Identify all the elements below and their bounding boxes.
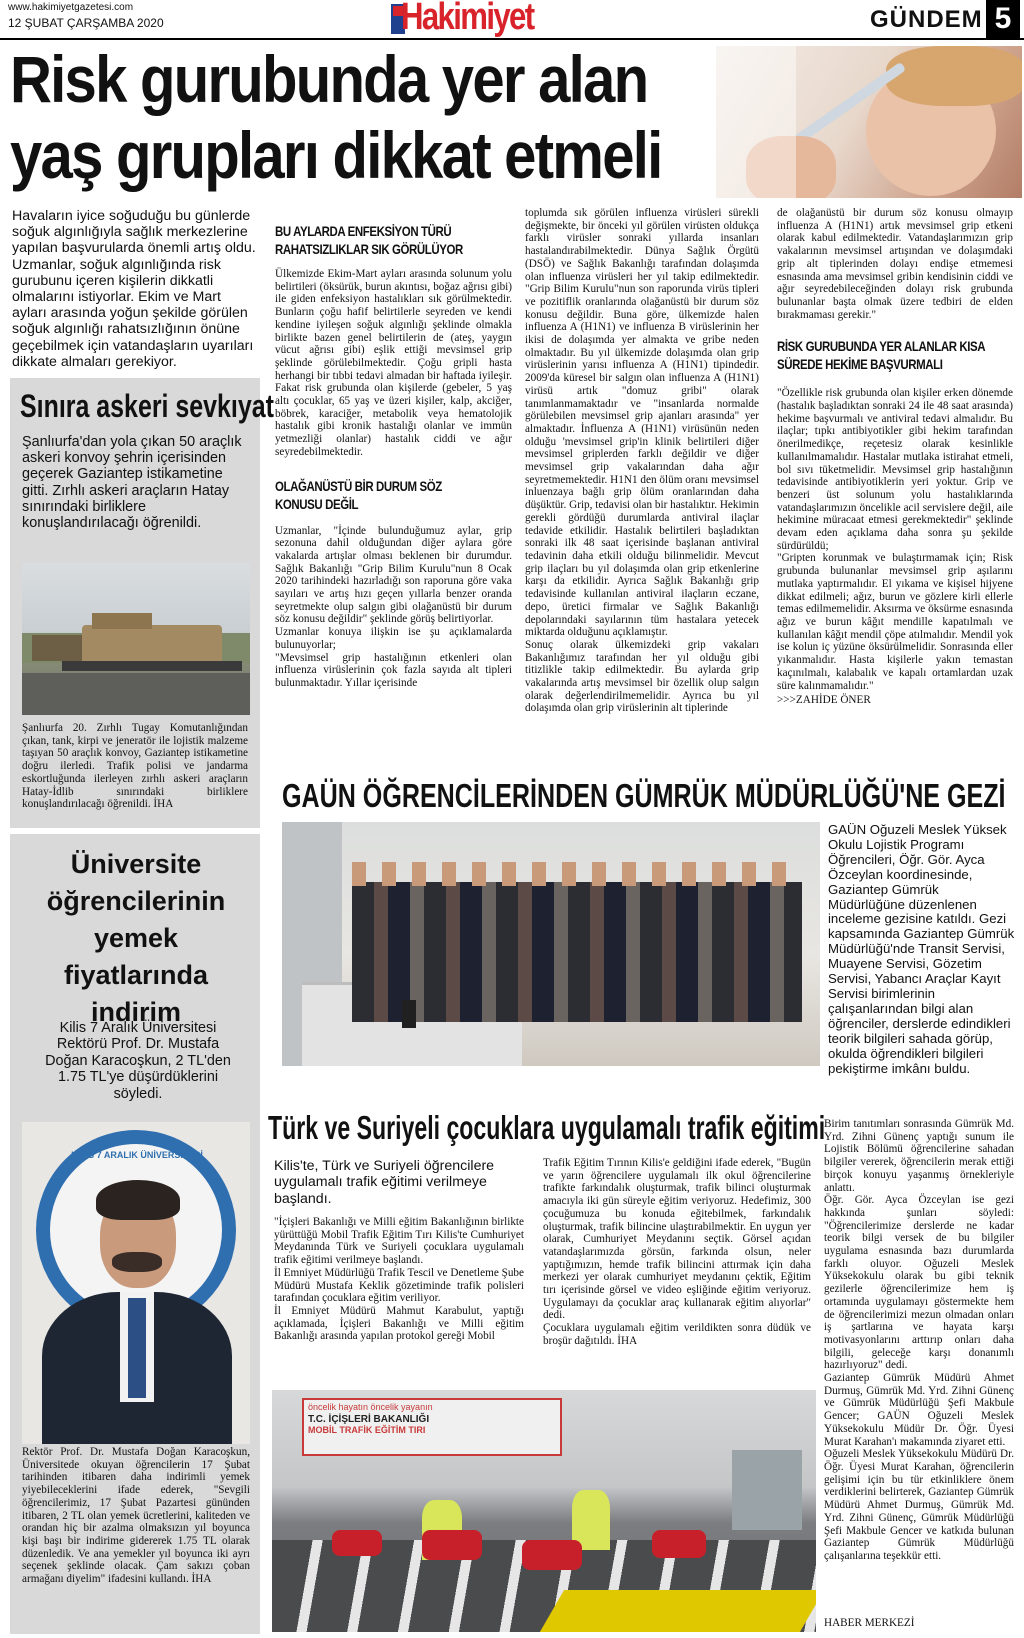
gaun-body: Birim tanıtımları sonrasında Gümrük Md. Yrd. Zihni Günenç yaptığı sunum ile Lojistik Bölümü öğrencilerine sahadan bilgiler vererek, öğrencilerin merak ettiği birçok konuyu yaşanmış örnekleriyle anlattı. Öğr. Gör. Ayca Özceylan ise gezi hakkında şunları söyledi: "Öğrencilerimize derslerde ne kadar teorik bilgi versek de bu bilgiler uygulama esnasında bazı durumlarda farklı oluyor. Oğuzeli Meslek Yüksekokulu olarak bu gibi teknik gezilerle öğrencilerimize hem iş ortamında uygulamayı göstermekte hem de öğrencilerimizi mezun olmadan onları iş şartlarına ve hayata karşı motivasyonlarını arttırıp onları daha bilgili, geleceğe karşı donanımlı hazırlıyoruz" dedi. Gaziantep Gümrük Müdürü Ahmet Durmuş, Gümrük Md. Yrd. Zihni Günenç ve Gümrük Müdürlüğü Şefi Makbule Gencer; GAÜN Oğuzeli Meslek Yüksekokulu Müdür Dr. Öğr. Üyesi Murat Karahan'ı makamında ziyaret etti. Oğuzeli Meslek Yüksekokulu Müdürü Dr. Öğr. Üyesi Murat Karahan, öğrencilerin gelişimi için bu tür etkinliklere önem verdiklerini belirterek, Gaziantep Gümrük Müdürü Ahmet Durmuş, Gümrük Md. Yrd. Zihni Günenç, Gümrük Müdürlüğü Şefi Makbule Gencer ve katkıda bulunan Gaziantep Gümrük Müdürlüğü çalışanlarına teşekkür etti. — [824, 1118, 1014, 1562]
gaun-headline: GAÜN ÖĞRENCİLERİNDEN GÜMRÜK MÜDÜRLÜĞÜ'NE GEZİ — [282, 777, 1006, 814]
main-headline-line1: Risk gurubunda yer alan — [10, 42, 648, 116]
col1-body: Ülkemizde Ekim-Mart ayları arasında solunum yolu belirtileri (öksürük, burun akıntısı, boğaz ağrısı gibi) ile giden enfeksiyon hastalıkları sık görülmektedir. Bunların çoğu hafif belirtilerle seyreden ve kendi kendine iyileşen soğuk algınlığı şeklinde olmakla birlikte bazen genel belirtilerin de (ateş, yaygın vücut ağrısı gibi) eşlik ettiği mevsimsel grip şeklinde görülebilmektedir. Çoğu gripli hasta herhangi bir tıbbi tedavi almadan bir haftada iyileşir. Fakat risk grubunda olan kişilerde (gebeler, 5 yaş altı çocuklar, 65 yaş ve üzeri kişiler, kalp, akciğer, böbrek, karaciğer, metabolik veya hematolojik hastalık gibi kronik hastalığı olanlar ve immün yetmezliği olanlar) hastalık ciddi ve ağır seyredebilmektedir. — [275, 268, 512, 458]
military-lead: Şanlıurfa'dan yola çıkan 50 araçlık askeri konvoy şehrin içerisinden geçerek Gaziantep istikametine gitti. Zırhlı askeri araçların Hatay sınırındaki birliklere konuşlandırılacağı öğrenildi. — [22, 434, 242, 532]
gaun-group-photo — [282, 822, 820, 1066]
issue-date: 12 ŞUBAT ÇARŞAMBA 2020 — [8, 16, 164, 30]
truck-slogan: öncelik hayatın öncelik yayanın — [308, 1402, 433, 1412]
university-body: Rektör Prof. Dr. Mustafa Doğan Karacoşkun, Üniversitede okuyan öğrencilerin 17 Şubat tarihinden itibaren daha indirimli yemek yiyebileceklerini ifade ederek, "Sevgili öğrencilerimiz, 17 Şubat Pazartesi gününden itibaren, 2 TL olan yemek ücretlerini, kaliteden ve orandan hiç bir azalma olmaksızın yıl boyunca kişi başı bir indirime gidererek 1.75 TL olarak düzenledik. Ve ana yemekler yıl boyunca iki ayrı seçenek şeklinde olacak. Çam sakızı çoban armağanı diyelim" ifadesini kullandı. İHA — [22, 1446, 250, 1586]
main-headline-line2: yaş grupları dikkat etmeli — [10, 118, 662, 192]
main-story-col3 — [777, 207, 1013, 707]
subheading-no-emergency: OLAĞANÜSTÜ BİR DURUM SÖZ KONUSU DEĞİL — [275, 477, 442, 512]
truck-title: MOBİL TRAFİK EĞİTİM TIRI — [308, 1425, 426, 1435]
truck-ministry: T.C. İÇİŞLERİ BAKANLIĞI — [308, 1414, 430, 1425]
traffic-education-photo — [272, 1390, 816, 1632]
section-label: GÜNDEM — [870, 6, 983, 33]
site-url: www.hakimiyetgazetesi.com — [8, 2, 134, 13]
military-convoy-photo — [22, 563, 250, 715]
rector-photo — [22, 1122, 250, 1444]
university-headline: Üniversite öğrencilerinin yemek fiyatlarında indirim — [46, 849, 226, 1027]
main-story-col2: toplumda sık görülen influenza virüsleri sürekli değişmekte, bir önceki yıl görülen virüsten oldukça farklı virüsler sonraki yıllarda insanları hastalandırabilmektedir. Dünya Sağlık Örgütü (DSÖ) ve Sağlık Bakanlığı tarafından dolaşımda olan influenza virüsleri her yıl takip edilmektedir. "Grip Bilim Kurulu"nun son raporunda virüs tipleri ve pozitiflik oranlarında olağanüstü bir durum söz konusu değildir. Buna göre, ülkemizde halen influenza A (H1N1) ve influenza B virüslerinin her ikisi de dolaşımda yer almakta ve gribe neden olmaktadır. Bu yıl ülkemizde dolaşımda olan grip virüslerinin yarısı influenza A (H1N1) tipindedir. 2009'da küresel bir salgın olan influenza A (H1N1) virüsü artık "domuz gribi" olarak tanımlanmamaktadır ve "insanlarda normalde görülebilen mevsimsel grip ajanları arasında" yer almaktadır. İnfluenza A (H1N1) virüsünün neden olduğu 'mevsimsel grip'in klinik belirtileri diğer mevsimsel griplerden farklı değildir ve diğer mevsimsel grip vakalarından daha ağır seyretmemektedir. H1N1 den ölüm oranı mevsimsel inluenzaya bağlı grip ölüm oranlarından daha düşüktür. Grip, tedavisi olan bir hastalıktır. Hekimin gerekli gördüğü durumlarda antiviral ilaçlar tedavide etkilidir. Hastalık belirtileri başladıktan sonraki ilk 48 saat içerisinde başlanan antiviral tedavinin daha etkili olduğu bilinmelidir. Mevcut grip ilaçları bu yıl dolaşımda olan grip etkenlerine karşı da etkilidir. Ayrıca Sağlık Bakanlığı grip tedavisinde kullanılan antiviral ilaçların eczane, depo, üretici firmalar ve Sağlık Bakanlığı depolarındaki sayılarının tüm hastalara yetecek miktarda olduğunu açıklamıştır. Sonuç olarak ülkemizdeki grip vakaları Bakanlığımız tarafından her yıl olduğu gibi titizlikle takip edilmektedir. Bu aylarda grip vakalarında artış mevsimsel bir özellik olup salgın olarak değerlendirilmemelidir. Ayrıca bu yıl dolaşımda olan grip virüslerinin alt tiplerinde — [525, 207, 759, 715]
university-lead: Kilis 7 Aralık Üniversitesi Rektörü Prof. Dr. Mustafa Doğan Karacoşkun, 2 TL'den 1.75 TL'ye düşürdüklerini söyledi. — [45, 1020, 231, 1102]
traffic-col1: "İçişleri Bakanlığı ve Milli eğitim Bakanlığının birlikte yürüttüğü Mobil Trafik Eğitim Tırı Kilis'te Cumhuriyet Meydanında Türk ve Suriyeli çocuklara uygulamalı trafik eğitimi verilmeye başlandı. İl Emniyet Müdürlüğü Trafik Tescil ve Denetleme Şube Müdürü Mustafa Keklik gözetiminde trafik polisleri tarafından çocuklara eğitim veriliyor. İl Emniyet Müdürü Mahmut Karabulut, yaptığı açıklamada, İçişleri Bakanlığı ve Milli eğitim Bakanlığı arasında yapılan protokol gereği Mobil — [274, 1216, 524, 1343]
main-story-col1 — [275, 222, 512, 690]
subheading-infection: BU AYLARDA ENFEKSİYON TÜRÜ RAHATSIZLIKLAR SIK GÖRÜLÜYOR — [275, 223, 463, 257]
logo: Hakimiyet — [391, 0, 579, 38]
military-headline: Sınıra askeri sevkıyat — [20, 388, 274, 424]
col1-body2: Uzmanlar, "İçinde bulunduğumuz aylar, grip sezonuna dahil olduğundan diğer aylara göre vakalarda artışlar olması beklenen bir durumdur. Sağlık Bakanlığı "Grip Bilim Kurulu"nun 8 Ocak 2020 tarihindeki hazırladığı son raporuna göre vaka sayıları ve artış hızı geçen yıllarla benzer oranda seyretmekte olup salgın gibi olağanüstü bir durum söz konusu değildir" şeklinde görüş belirtiyorlar. Uzmanlar konuya ilişkin ise şu açıklamalarda bulunuyorlar; "Mevsimsel grip hastalığının etkenleri olan influenza virüslerinin çok fazla sayıda alt tipleri bulunmaktadır. Yıllar içerisinde — [275, 524, 512, 689]
military-body: Şanlıurfa 20. Zırhlı Tugay Komutanlığından çıkan, tank, kirpi ve jeneratör ile lojistik malzeme taşıyan 50 araçlık konvoy, Gaziantep istikametine doğru ilerledi. Trafik polisi ve jandarma eskortluğunda ilerleyen zırhlı askeri araçların Hatay-İdlib sınırındaki birliklere konuşlandırılacağı öğrenildi. İHA — [22, 722, 248, 811]
main-story-byline: >>>ZAHİDE ÖNER — [777, 694, 871, 707]
header-rule — [0, 38, 1024, 40]
col3-body2: "Özellikle risk grubunda olan kişiler erken dönemde (hastalık başladıktan sonraki 24 ile 48 saat arasında) hekime başvurmalı ve antiviral tedavi almalıdır. Bu ilaçlar; tıpkı antibiyotikler gibi hekim tarafından önerilmedikçe, reçetesiz olarak kesinlikle kullanılmamalıdır. Hastalar mutlaka istirahat etmeli, bol sıvı tüketmelidir. Mevsimsel grip hastalığının tedavisinde antibiyotiklerin yeri yoktur. Grip ve benzeri üst solunum yolu hastalıklarında vatandaşlarımızın öncelikle acil servislere değil, aile hekimine müracaat etmesi gerekmektedir" şeklinde devam eden açıklama daha sonra şu şekilde sürdürüldü; "Gripten korunmak ve bulaştırmamak için; Risk grubunda bulunanlar mevsimsel grip aşılarını mutlaka yaptırmalıdır. El yıkama ve kişisel hijyene dikkat edilmeli; ağız, burun ve gözlere kirli ellerle temas edilmemelidir. Aksırma ve öksürme esnasında ağız ve burun kâğıt mendille kapatılmalı ve kullanılan kâğıt mendil çöpe atılmalıdır. Mendil yok ise kolun iç yüzüne öksürülmelidir. Sonrasında eller yıkanmalıdır. Hasta kişilerle yakın temastan kaçınılmalı, kalabalık ve kapalı ortamlardan uzak süre kalınmamalıdır." — [777, 387, 1013, 692]
gaun-lead: GAÜN Oğuzeli Meslek Yüksek Okulu Lojistik Programı Öğrencileri, Öğr. Gör. Ayca Özceylan koordinesinde, Gaziantep Gümrük Müdürlüğüne düzenlenen inceleme gezisine katıldı. Gezi kapsamında Gaziantep Gümrük Müdürlüğü'nde Transit Servisi, Muayene Servisi, Gözetim Servisi, Yabancı Araçlar Kayıt Servisi birimlerinin çalışanlarından bilgi alan öğrenciler, derslerde edindikleri teorik bilgileri sahada görüp, okulda öğrendikleri bilgileri pekiştirme imkânı buldu. — [828, 822, 1015, 1076]
university-seal-text: KİLİS 7 ARALIK ÜNİVERSİTESİ — [71, 1150, 203, 1160]
page-number: 5 — [986, 0, 1020, 38]
col3-body: de olağanüstü bir durum söz konusu olmayıp influenza A (H1N1) artık mevsimsel grip etkeni olarak kabul edilmektedir. Vatandaşlarımızın grip vakalarının mevsimsel artışından ve dolaşımdaki grip alt tiplerinden dolayı endişe etmemesi esnasında ama mevsimsel gribin kendisinin ciddi ve ağır seyredebileceğinden dolayı risk grubunda bulunanlar başta olmak üzere tedbiri de elden bırakmaması gerekir." — [777, 207, 1013, 321]
traffic-lead: Kilis'te, Türk ve Suriyeli öğrencilere uygulamalı trafik eğitimi verilmeye başlandı. — [274, 1158, 495, 1207]
traffic-headline: Türk ve Suriyeli çocuklara uygulamalı trafik eğitimi — [268, 1109, 826, 1146]
gaun-byline: HABER MERKEZİ — [824, 1617, 915, 1629]
sick-child-photo — [716, 46, 1022, 198]
traffic-col2: Trafik Eğitim Tırının Kilis'e geldiğini ifade ederek, "Bugün ve yarın öğrencilere uygulamalı ilk okul öğrencilerine trafikte farkındalık oluşturmak, trafik bilinci oluşturmak amacıyla iki gün süreyle eğitim veriyoruz. Hedefimiz, 300 çocuğumuza bu konuda eğitebilmek, farkındalık oluşturmak, trafik bilincine ulaştırabilmektir. En uygun yer olarak, Cumhuriyet Meydanını seçtik. Görsel açıdan vatandaşlarımızda görsün, farkında olsun, neler yaptığımızın, hemde trafik bilincini attırmak için daha merkezi yer olarak cumhuriyet meydanını çektik, Eğitim tırı içerisinde görsel ve video eşliğinde eğitim veriyoruz. Uygulamayı da çocuklar araç kullanarak eğitim alıyorlar" dedi. Çocuklara uygulamalı eğitim verildikten sonra düdük ve broşür dağıtıldı. İHA — [543, 1157, 811, 1347]
subheading-risk: RİSK GURUBUNDA YER ALANLAR KISA SÜREDE HEKİME BAŞVURMALI — [777, 338, 985, 373]
main-story-lead: Havaların iyice soğuduğu bu günlerde soğuk algınlığıyla sağlık merkezlerine yapılan başvurularda önemli artış oldu. Uzmanlar, soğuk algınlığında risk gurubunu içeren kişilerin dikkatli olmalarını istiyorlar. Ekim ve Mart ayları arasında yoğun şekilde görülen soğuk algınlığı rahatsızlığının önüne geçebilmek için vatandaşların uyarıları dikkate almaları gerekiyor. — [12, 208, 256, 370]
